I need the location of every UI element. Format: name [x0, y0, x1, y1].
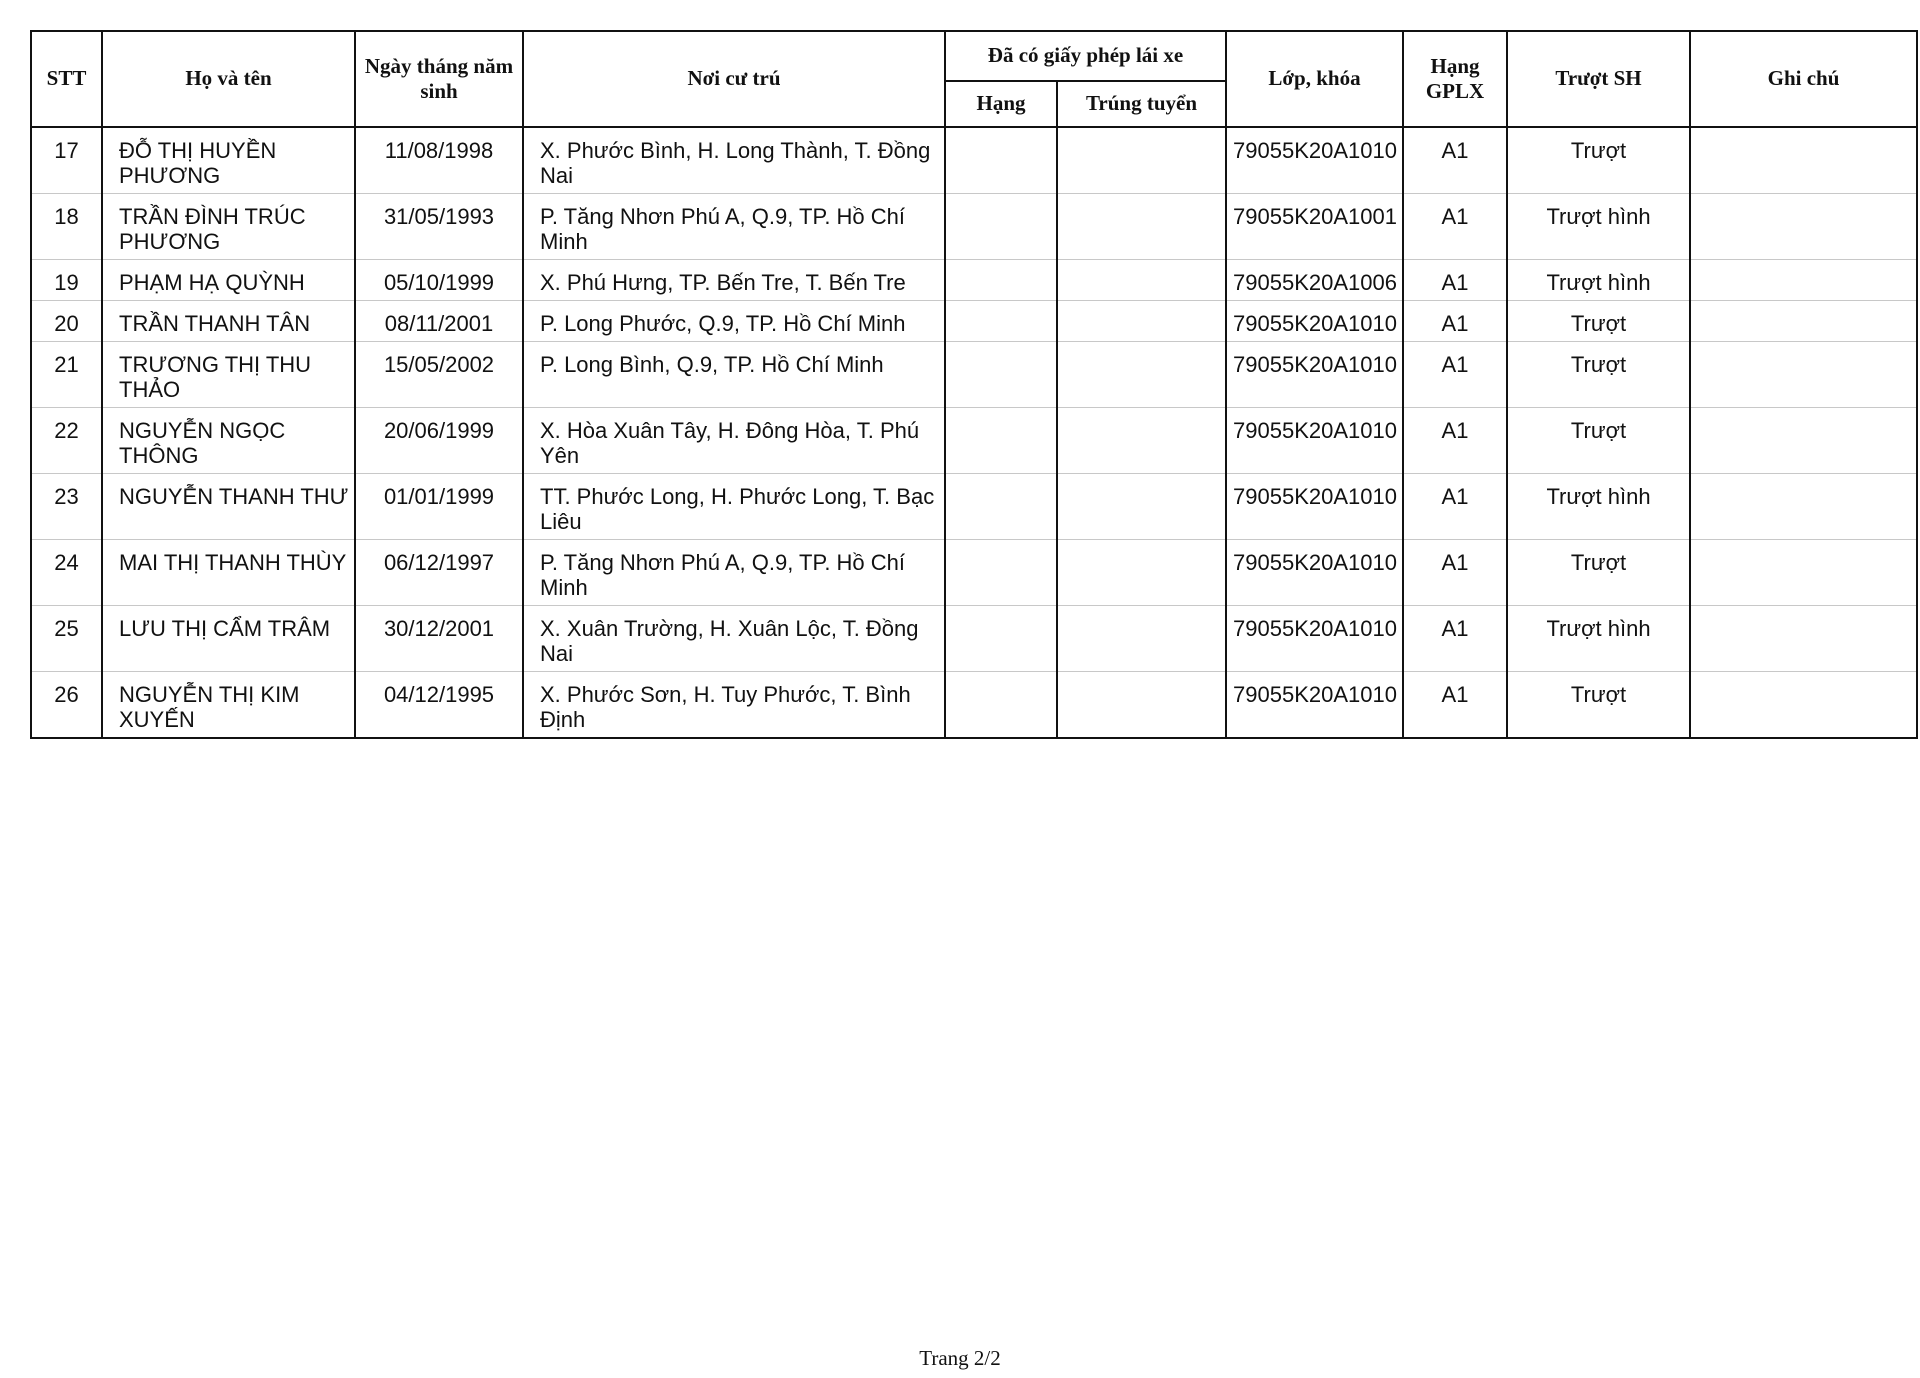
row-note	[1690, 127, 1917, 194]
row-dob: 20/06/1999	[355, 408, 523, 474]
row-fail-sh: Trượt	[1507, 127, 1690, 194]
row-stt: 23	[31, 474, 102, 540]
header-dob: Ngày tháng năm sinh	[355, 31, 523, 127]
row-license-rank	[945, 260, 1057, 301]
row-license-pass	[1057, 127, 1226, 194]
row-license-rank	[945, 540, 1057, 606]
row-note	[1690, 474, 1917, 540]
row-class: 79055K20A1010	[1226, 408, 1403, 474]
row-dob: 01/01/1999	[355, 474, 523, 540]
row-license-pass	[1057, 672, 1226, 739]
row-class: 79055K20A1010	[1226, 342, 1403, 408]
table-header	[31, 31, 1917, 127]
header-stt: STT	[31, 31, 102, 127]
results-table	[30, 30, 1918, 739]
row-gplx-rank: A1	[1403, 672, 1507, 739]
table-row	[31, 408, 1917, 474]
row-class: 79055K20A1010	[1226, 127, 1403, 194]
table-row	[31, 606, 1917, 672]
row-address: P. Tăng Nhơn Phú A, Q.9, TP. Hồ Chí Minh	[523, 540, 945, 606]
row-dob: 15/05/2002	[355, 342, 523, 408]
row-license-pass	[1057, 260, 1226, 301]
row-dob: 08/11/2001	[355, 301, 523, 342]
table-row	[31, 127, 1917, 194]
row-address: X. Xuân Trường, H. Xuân Lộc, T. Đồng Nai	[523, 606, 945, 672]
row-class: 79055K20A1010	[1226, 606, 1403, 672]
row-fail-sh: Trượt hình	[1507, 260, 1690, 301]
row-gplx-rank: A1	[1403, 260, 1507, 301]
header-gplx-rank: Hạng GPLX	[1403, 31, 1507, 127]
row-gplx-rank: A1	[1403, 408, 1507, 474]
row-address: X. Phước Sơn, H. Tuy Phước, T. Bình Định	[523, 672, 945, 739]
row-note	[1690, 194, 1917, 260]
header-name: Họ và tên	[102, 31, 355, 127]
row-note	[1690, 260, 1917, 301]
row-license-rank	[945, 301, 1057, 342]
row-fail-sh: Trượt	[1507, 342, 1690, 408]
header-note: Ghi chú	[1690, 31, 1917, 127]
row-gplx-rank: A1	[1403, 474, 1507, 540]
row-stt: 19	[31, 260, 102, 301]
table-row	[31, 540, 1917, 606]
row-note	[1690, 606, 1917, 672]
row-license-rank	[945, 606, 1057, 672]
row-dob: 06/12/1997	[355, 540, 523, 606]
row-fail-sh: Trượt hình	[1507, 474, 1690, 540]
row-stt: 26	[31, 672, 102, 739]
table-body	[31, 127, 1917, 738]
header-license-group: Đã có giấy phép lái xe	[945, 31, 1226, 81]
header-address: Nơi cư trú	[523, 31, 945, 127]
row-class: 79055K20A1010	[1226, 540, 1403, 606]
row-note	[1690, 672, 1917, 739]
row-fail-sh: Trượt	[1507, 301, 1690, 342]
row-stt: 25	[31, 606, 102, 672]
row-license-rank	[945, 194, 1057, 260]
row-gplx-rank: A1	[1403, 301, 1507, 342]
row-stt: 17	[31, 127, 102, 194]
row-class: 79055K20A1010	[1226, 474, 1403, 540]
row-gplx-rank: A1	[1403, 342, 1507, 408]
row-name: NGUYỄN NGỌC THÔNG	[102, 408, 355, 474]
page-number: Trang 2/2	[919, 1346, 1001, 1370]
row-license-pass	[1057, 194, 1226, 260]
row-license-pass	[1057, 342, 1226, 408]
row-license-rank	[945, 127, 1057, 194]
row-license-pass	[1057, 408, 1226, 474]
table-row	[31, 260, 1917, 301]
table-row	[31, 194, 1917, 260]
row-class: 79055K20A1010	[1226, 301, 1403, 342]
row-address: X. Hòa Xuân Tây, H. Đông Hòa, T. Phú Yên	[523, 408, 945, 474]
row-dob: 30/12/2001	[355, 606, 523, 672]
row-note	[1690, 540, 1917, 606]
row-dob: 31/05/1993	[355, 194, 523, 260]
table-row	[31, 342, 1917, 408]
row-address: X. Phú Hưng, TP. Bến Tre, T. Bến Tre	[523, 260, 945, 301]
row-name: NGUYỄN THỊ KIM XUYẾN	[102, 672, 355, 739]
table-row	[31, 301, 1917, 342]
row-license-pass	[1057, 606, 1226, 672]
header-class: Lớp, khóa	[1226, 31, 1403, 127]
row-class: 79055K20A1010	[1226, 672, 1403, 739]
row-license-rank	[945, 342, 1057, 408]
row-dob: 11/08/1998	[355, 127, 523, 194]
table-row	[31, 474, 1917, 540]
row-stt: 18	[31, 194, 102, 260]
row-gplx-rank: A1	[1403, 194, 1507, 260]
row-name: LƯU THỊ CẨM TRÂM	[102, 606, 355, 672]
row-address: P. Long Phước, Q.9, TP. Hồ Chí Minh	[523, 301, 945, 342]
row-license-pass	[1057, 474, 1226, 540]
row-name: TRẦN ĐÌNH TRÚC PHƯƠNG	[102, 194, 355, 260]
row-note	[1690, 408, 1917, 474]
row-gplx-rank: A1	[1403, 540, 1507, 606]
row-fail-sh: Trượt	[1507, 672, 1690, 739]
table-row	[31, 672, 1917, 739]
row-stt: 24	[31, 540, 102, 606]
row-address: P. Tăng Nhơn Phú A, Q.9, TP. Hồ Chí Minh	[523, 194, 945, 260]
row-stt: 21	[31, 342, 102, 408]
row-class: 79055K20A1001	[1226, 194, 1403, 260]
row-fail-sh: Trượt	[1507, 540, 1690, 606]
row-gplx-rank: A1	[1403, 606, 1507, 672]
header-license-pass: Trúng tuyển	[1057, 81, 1226, 127]
row-fail-sh: Trượt hình	[1507, 606, 1690, 672]
row-note	[1690, 342, 1917, 408]
row-note	[1690, 301, 1917, 342]
row-license-pass	[1057, 540, 1226, 606]
row-license-rank	[945, 672, 1057, 739]
row-license-rank	[945, 408, 1057, 474]
row-address: TT. Phước Long, H. Phước Long, T. Bạc Liêu	[523, 474, 945, 540]
row-license-rank	[945, 474, 1057, 540]
row-gplx-rank: A1	[1403, 127, 1507, 194]
row-fail-sh: Trượt hình	[1507, 194, 1690, 260]
row-stt: 22	[31, 408, 102, 474]
row-name: TRẦN THANH TÂN	[102, 301, 355, 342]
row-stt: 20	[31, 301, 102, 342]
row-name: PHẠM HẠ QUỲNH	[102, 260, 355, 301]
header-fail-sh: Trượt SH	[1507, 31, 1690, 127]
row-name: TRƯƠNG THỊ THU THẢO	[102, 342, 355, 408]
row-dob: 04/12/1995	[355, 672, 523, 739]
row-dob: 05/10/1999	[355, 260, 523, 301]
row-address: P. Long Bình, Q.9, TP. Hồ Chí Minh	[523, 342, 945, 408]
row-fail-sh: Trượt	[1507, 408, 1690, 474]
row-license-pass	[1057, 301, 1226, 342]
header-license-rank: Hạng	[945, 81, 1057, 127]
row-class: 79055K20A1006	[1226, 260, 1403, 301]
row-address: X. Phước Bình, H. Long Thành, T. Đồng Nai	[523, 127, 945, 194]
row-name: NGUYỄN THANH THƯ	[102, 474, 355, 540]
row-name: ĐỖ THỊ HUYỀN PHƯƠNG	[102, 127, 355, 194]
row-name: MAI THỊ THANH THÙY	[102, 540, 355, 606]
